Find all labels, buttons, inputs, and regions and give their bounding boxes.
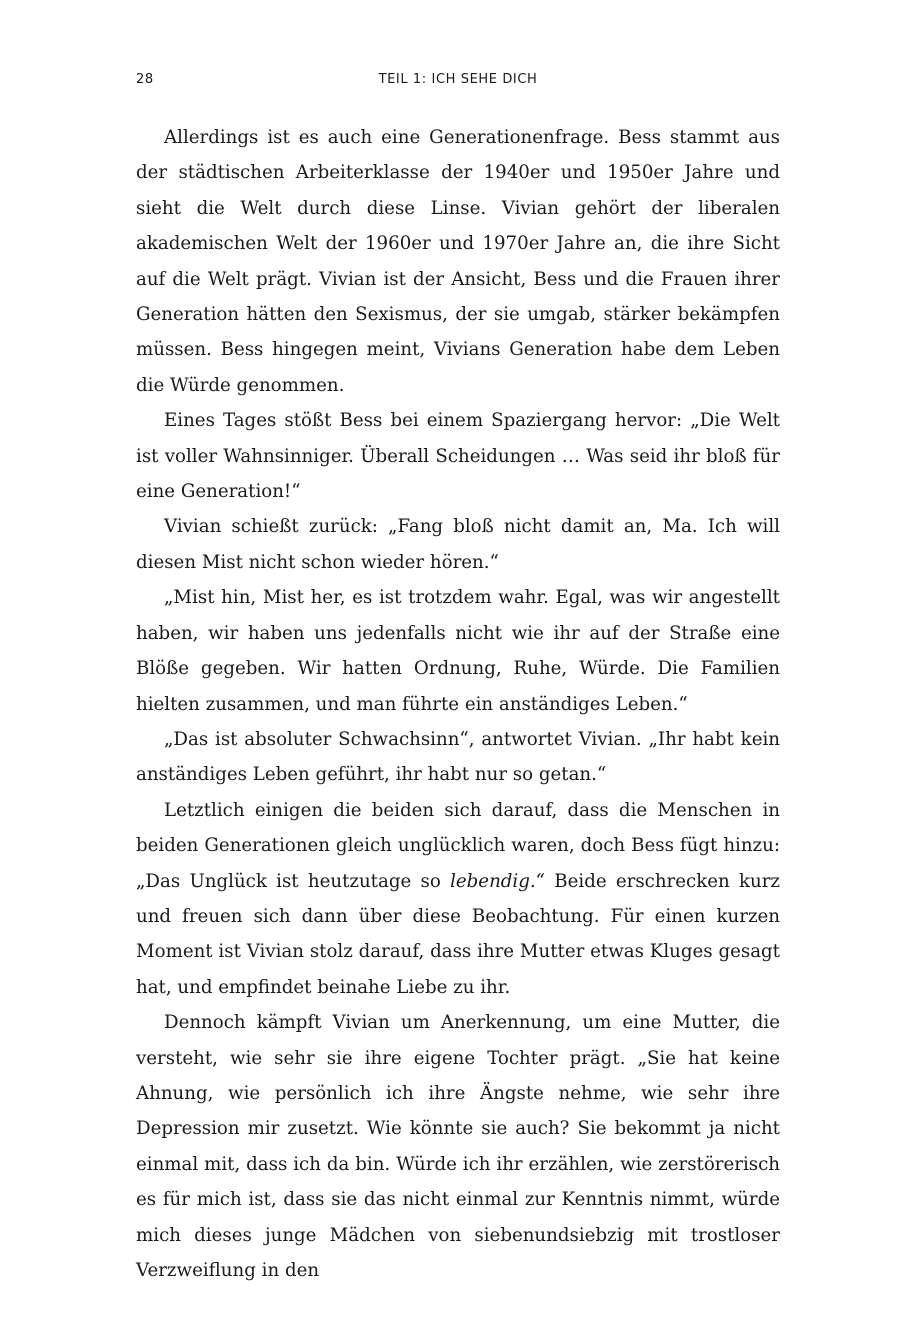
paragraph-text: Letztlich einigen die beiden sich darauf, dass die Menschen in beiden Generationen gleich unglücklich waren, doch Bess fügt hinzu: „Das Unglück ist heutzutage so [136, 799, 780, 892]
page-number: 28 [136, 72, 154, 87]
paragraph [136, 793, 780, 1005]
paragraph-text: Beide erschrecken kurz und freuen sich dann über diese Beobachtung. Für einen kurzen Moment ist Vivian stolz darauf, dass ihre Mutter etwas Kluges gesagt hat, und empfindet beinahe Liebe zu ihr. [136, 870, 780, 998]
page-header [136, 72, 780, 92]
body-text [136, 120, 780, 1288]
running-title: TEIL 1: ICH SEHE DICH [378, 72, 538, 87]
paragraph: Dennoch kämpft Vivian um Anerkennung, um eine Mutter, die versteht, wie sehr sie ihre eigene Tochter prägt. „Sie hat keine Ahnung, wie persönlich ich ihre Ängste nehme, wie sehr ihre Depression mir zusetzt. Wie könnte sie auch? Sie bekommt ja nicht einmal mit, dass ich da bin. Würde ich ihr erzählen, wie zerstörerisch es für mich ist, dass sie das nicht einmal zur Kenntnis nimmt, würde mich dieses junge Mädchen von siebenundsiebzig mit trostloser Verzweiflung in den [136, 1012, 780, 1281]
paragraph: „Das ist absoluter Schwachsinn“, antwortet Vivian. „Ihr habt kein anständiges Leben geführt, ihr habt nur so getan.“ [136, 728, 780, 786]
paragraph: Vivian schießt zurück: „Fang bloß nicht damit an, Ma. Ich will diesen Mist nicht schon wieder hören.“ [136, 516, 780, 573]
emphasized-word: lebendig.“ [450, 870, 545, 892]
paragraph: „Mist hin, Mist her, es ist trotzdem wahr. Egal, was wir angestellt haben, wir haben uns jedenfalls nicht wie ihr auf der Straße eine Blöße gegeben. Wir hatten Ordnung, Ruhe, Würde. Die Familien hielten zusammen, und man führte ein anständiges Leben.“ [136, 587, 780, 715]
paragraph: Eines Tages stößt Bess bei einem Spaziergang hervor: „Die Welt ist voller Wahnsinniger. Überall Scheidungen … Was seid ihr bloß für eine Generation!“ [136, 410, 780, 503]
paragraph: Allerdings ist es auch eine Generationenfrage. Bess stammt aus der städtischen Arbeiterklasse der 1940er und 1950er Jahre und sieht die Welt durch diese Linse. Vivian gehört der liberalen akademischen Welt der 1960er und 1970er Jahre an, die ihre Sicht auf die Welt prägt. Vivian ist der Ansicht, Bess und die Frauen ihrer Generation hätten den Sexismus, der sie umgab, stärker bekämpfen müssen. Bess hingegen meint, Vivians Generation habe dem Leben die Würde genommen. [136, 127, 780, 396]
